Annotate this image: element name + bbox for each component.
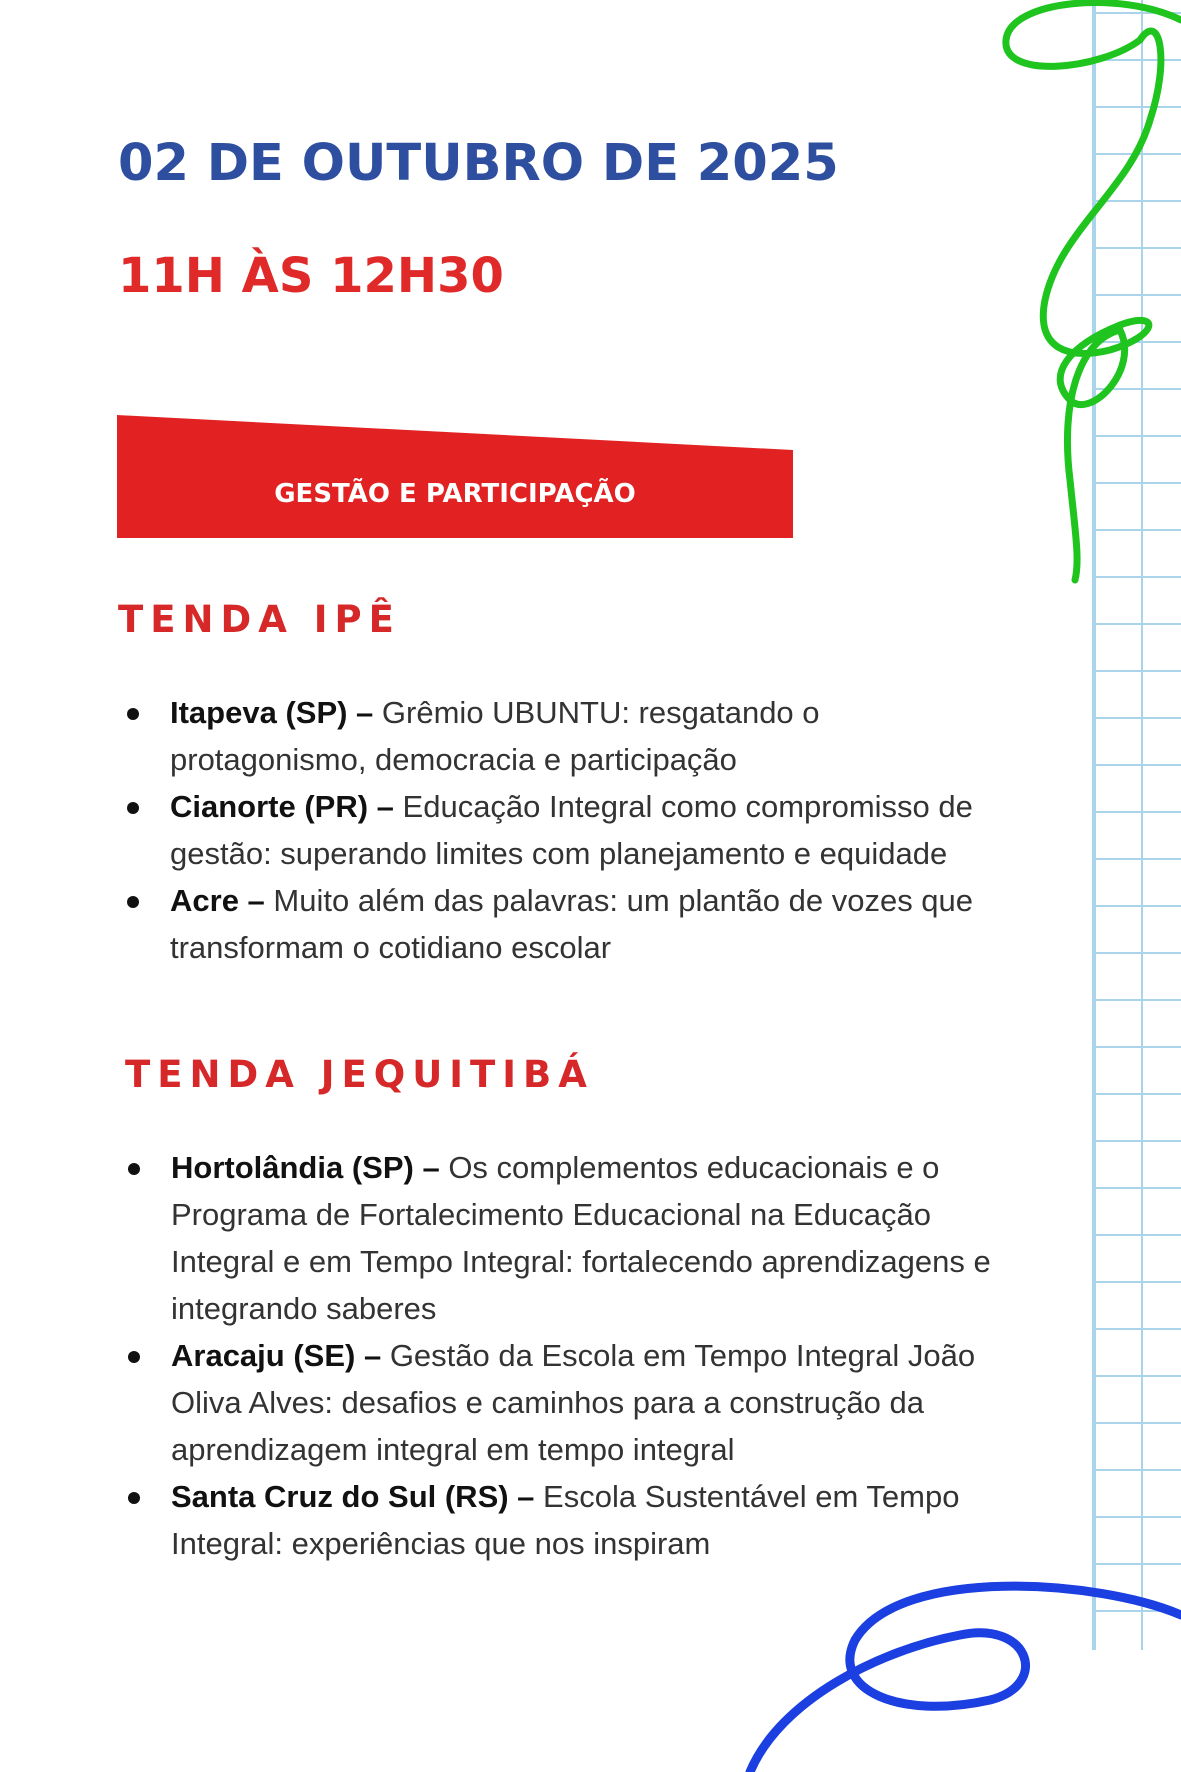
item-place: Hortolândia (SP) – [171, 1150, 440, 1185]
list-item [119, 1473, 1019, 1567]
item-place: Aracaju (SE) – [171, 1338, 382, 1373]
event-time: 11H ÀS 12H30 [118, 248, 504, 304]
list-item [118, 783, 1018, 877]
item-text: Educação Integral como compromisso de gestão: superando limites com planejamento e equidade [170, 789, 973, 871]
list-item [119, 1144, 1019, 1332]
bullet-icon [127, 708, 139, 720]
tenda-jequitiba-list [119, 1144, 1019, 1567]
item-place: Santa Cruz do Sul (RS) – [171, 1479, 535, 1514]
tenda-ipe-list [118, 689, 1018, 971]
item-place: Cianorte (PR) – [170, 789, 394, 824]
item-text: Escola Sustentável em Tempo Integral: experiências que nos inspiram [171, 1479, 960, 1561]
list-item [118, 877, 1018, 971]
bullet-icon [127, 896, 139, 908]
theme-banner [117, 415, 793, 538]
bullet-icon [128, 1351, 140, 1363]
item-place: Itapeva (SP) – [170, 695, 374, 730]
item-text: Os complementos educacionais e o Programa de Fortalecimento Educacional na Educação Integral e em Tempo Integral: fortalecendo aprendizagens e integrando saberes [171, 1150, 991, 1326]
notebook-grid [1092, 0, 1181, 1650]
bullet-icon [128, 1492, 140, 1504]
item-text: Gestão da Escola em Tempo Integral João Oliva Alves: desafios e caminhos para a construção da aprendizagem integral em tempo integral [171, 1338, 976, 1467]
list-item [118, 689, 1018, 783]
item-text: Grêmio UBUNTU: resgatando o protagonismo, democracia e participação [170, 695, 820, 777]
bullet-icon [127, 802, 139, 814]
list-item [119, 1332, 1019, 1473]
banner-label: GESTÃO E PARTICIPAÇÃO [274, 478, 636, 509]
item-place: Acre – [170, 883, 265, 918]
section-title-tenda-jequitiba: TENDA JEQUITIBÁ [125, 1053, 594, 1096]
event-date: 02 DE OUTUBRO DE 2025 [118, 134, 839, 193]
bullet-icon [128, 1163, 140, 1175]
item-text: Muito além das palavras: um plantão de vozes que transformam o cotidiano escolar [170, 883, 974, 965]
section-title-tenda-ipe: TENDA IPÊ [118, 598, 401, 641]
